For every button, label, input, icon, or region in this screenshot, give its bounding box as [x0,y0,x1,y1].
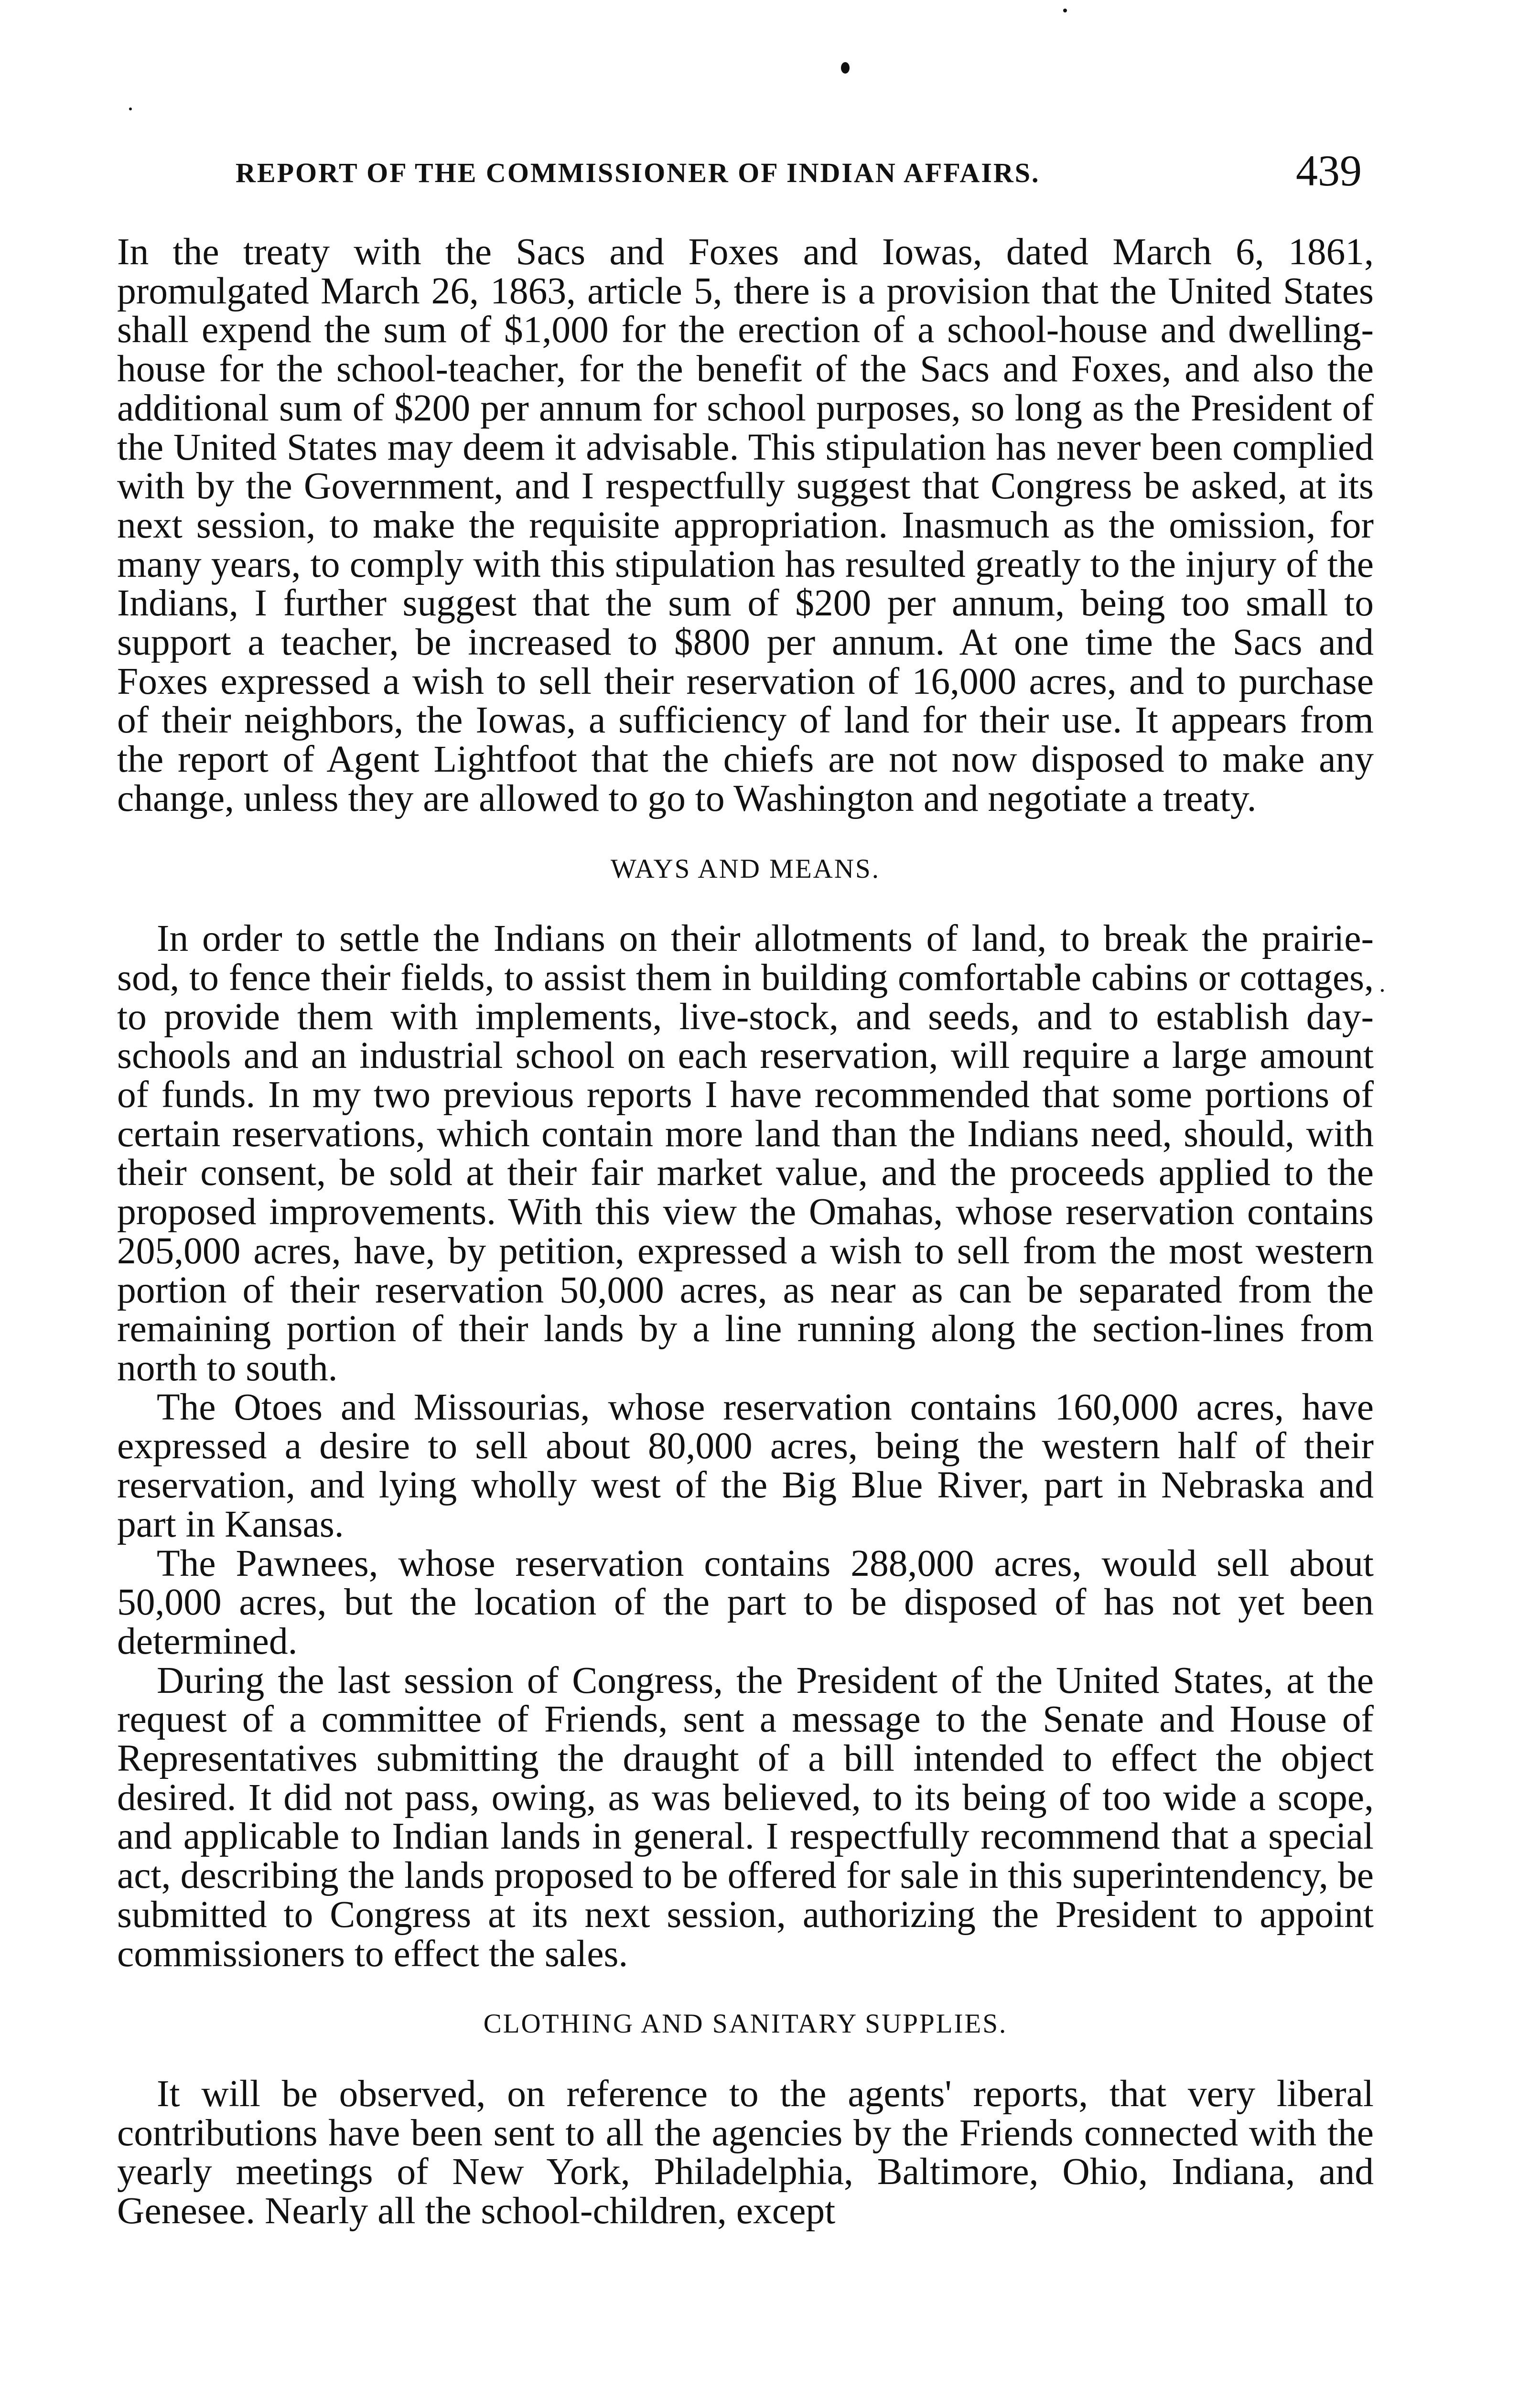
running-head: REPORT OF THE COMMISSIONER OF INDIAN AFFAIRS. [236,157,1040,188]
paragraph: The Otoes and Missourias, whose reservation contains 160,000 acres, have expressed a desire to sell about 80,000 acres, being the western half of their reservation, and lying wholly west of the Big Blue River, part in Nebraska and part in Kansas. [117,1386,1374,1545]
section-heading-clothing: CLOTHING AND SANITARY SUPPLIES. [483,2009,1008,2039]
page-header [117,143,1362,196]
paragraph: It will be observed, on reference to the agents' reports, that very liberal contributions have been sent to all the agencies by the Friends connected with the yearly meetings of New York, Philadelphia, Baltimore, Ohio, Indiana, and Genesee. Nearly all the school-children, except [117,2072,1374,2232]
ink-speck [1381,989,1384,992]
paragraph: In the treaty with the Sacs and Foxes and Iowas, dated March 6, 1861, promulgated March 26, 1863, article 5, there is a provision that the United States shall expend the sum of $1,000 for the erection of a school-house and dwelling-house for the school-teacher, for the benefit of the Sacs and Foxes, and also the additional sum of $200 per annum for school purposes, so long as the President of the United States may deem it advisable. This stipulation has never been complied with by the Government, and I respectfully suggest that Congress be asked, at its next session, to make the requisite appropriation. Inasmuch as the omission, for many years, to comply with this stipulation has resulted greatly to the injury of the Indians, I further suggest that the sum of $200 per annum, being too small to support a teacher, be increased to $800 per annum. At one time the Sacs and Foxes expressed a wish to sell their reservation of 16,000 acres, and to purchase of their neighbors, the Iowas, a sufficiency of land for their use. It appears from the report of Agent Lightfoot that the chiefs are not now disposed to make any change, unless they are allowed to go to Washington and negotiate a treaty. [117,231,1374,819]
ink-speck [129,108,132,110]
section-heading-ways-and-means: WAYS AND MEANS. [611,853,880,884]
ink-speck [1063,9,1067,12]
ink-speck [841,62,850,74]
page-number: 439 [1296,146,1362,195]
paragraph: The Pawnees, whose reservation contains 288,000 acres, would sell about 50,000 acres, but the location of the part to be disposed of has not yet been determined. [117,1542,1374,1662]
paragraph: During the last session of Congress, the President of the United States, at the request of a committee of Friends, sent a message to the Senate and House of Representatives submitting the draught of a bill intended to effect the object desired. It did not pass, owing, as was believed, to its being of too wide a scope, and applicable to Indian lands in general. I respectfully recommend that a special act, describing the lands proposed to be offered for sale in this superintendency, be submitted to Congress at its next session, authorizing the President to appoint commissioners to effect the sales. [117,1659,1374,1975]
paragraph: In order to settle the Indians on their allotments of land, to break the prairie-sod, to fence their fields, to assist them in building comfortable cabins or cottages, to provide them with implements, live-stock, and seeds, and to establish day-schools and an industrial school on each reservation, will require a large amount of funds. In my two previous reports I have recommended that some portions of certain reservations, which contain more land than the Indians need, should, with their consent, be sold at their fair market value, and the proceeds applied to the proposed improvements. With this view the Omahas, whose reservation contains 205,000 acres, have, by petition, expressed a wish to sell from the most western portion of their reservation 50,000 acres, as near as can be separated from the remaining portion of their lands by a line running along the section-lines from north to south. [117,917,1374,1389]
body-text [117,233,1374,2231]
